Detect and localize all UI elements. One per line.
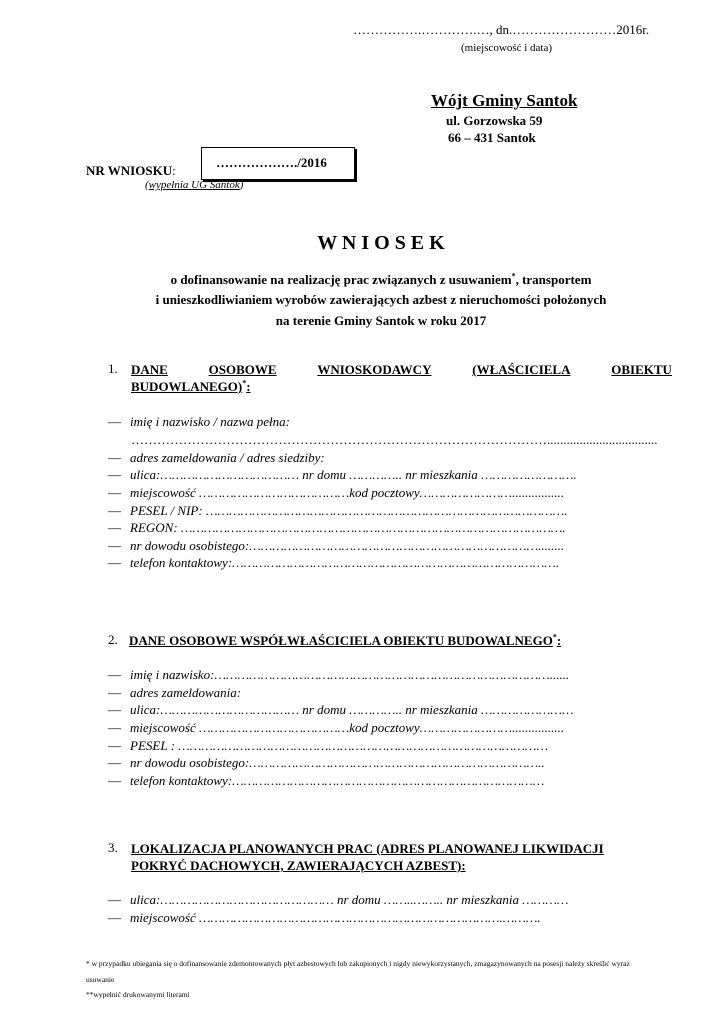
section-1-number: 1.: [108, 361, 118, 376]
co-field-phone: [108, 773, 544, 789]
section-1-title-mark: *: [242, 378, 247, 388]
section-1-title-end: :: [246, 379, 251, 394]
field-regon-text[interactable]: REGON: ……………………………………………………………………………………….: [130, 520, 566, 535]
title-line-1-mark: *: [511, 271, 516, 281]
field-dash: —: [108, 538, 121, 553]
co-field-address: [108, 685, 241, 701]
application-number-caption: (wypełnia UG Santok): [145, 179, 244, 191]
field-dash: —: [108, 667, 121, 682]
co-field-street-text[interactable]: ulica:……………………………… nr domu ………….. nr mieszkania ……………………: [130, 702, 574, 717]
place-date-line[interactable]: …………….………….…, dn.……………………2016r.: [353, 22, 650, 37]
co-field-pesel: [108, 738, 548, 754]
addressee-name: Wójt Gminy Santok: [431, 91, 578, 110]
field-pesel-nip: [108, 503, 568, 519]
co-field-id-card-text[interactable]: nr dowodu osobistego:…………………………………………………………………..: [130, 755, 545, 770]
field-dash: —: [108, 720, 121, 735]
co-field-id-card: [108, 755, 545, 771]
field-locality-text[interactable]: miejscowość …………………………………kod pocztowy……………………................: [130, 485, 565, 500]
co-field-locality: [108, 720, 564, 736]
field-pesel-nip-text[interactable]: PESEL / NIP: ………………………………………………………………………………….: [130, 503, 568, 518]
field-dash: —: [108, 467, 121, 482]
field-address: [108, 450, 325, 466]
section-1-title-line-1: [131, 361, 672, 378]
field-name-input[interactable]: ……………………………………………………………………………………..................................: [131, 432, 658, 447]
addressee-city: 66 – 431 Santok: [448, 130, 536, 145]
field-name-text: imię i nazwisko / nazwa pełna:: [130, 414, 290, 429]
section-1-title-line-2-text: BUDOWLANEGO): [131, 379, 243, 394]
field-locality: [108, 485, 564, 501]
section-1-title-line-2: [131, 378, 251, 395]
footnote-1-line-2: usuwanie: [86, 975, 115, 984]
field-street-text[interactable]: ulica:……………………………… nr domu ………….. nr mieszkania …………………….: [130, 467, 577, 482]
field-dash: —: [108, 892, 121, 907]
section-1-title-word: OSOBOWE: [208, 362, 277, 377]
application-number-label-text: NR WNIOSKU: [86, 163, 173, 178]
footnote-1-line-1: * w przypadku ubiegania się o dofinansowanie zdemontowanych płyt azbestowych lub zakupionych i nigdy niewykorzystanych, zmagazynowanych na posesji należy skreślić wyraz: [86, 959, 630, 968]
field-dash: —: [108, 738, 121, 753]
co-field-name-text[interactable]: imię i nazwisko:……………………………………………………………………………......: [130, 667, 570, 682]
field-regon: [108, 520, 566, 536]
field-dash: —: [108, 503, 121, 518]
loc-field-locality: [108, 910, 541, 926]
place-date-caption: (miejscowość i data): [461, 42, 553, 54]
addressee-street: ul. Gorzowska 59: [446, 113, 543, 128]
co-field-phone-text[interactable]: telefon kontaktowy:………………………………………………………………………: [130, 773, 545, 788]
loc-field-locality-text[interactable]: miejscowość …………………………………………………………………….……….: [130, 910, 541, 925]
field-dash: —: [108, 910, 121, 925]
application-number-caption-text: wypełnia UG Santok: [148, 179, 240, 191]
field-address-text[interactable]: adres zameldowania / adres siedziby:: [130, 450, 325, 465]
application-number-value: ………………./2016: [216, 155, 327, 170]
field-phone-text[interactable]: telefon kontaktowy:………………………………………………………………………….: [130, 555, 560, 570]
co-field-locality-text[interactable]: miejscowość …………………………………kod pocztowy……………………................: [130, 720, 565, 735]
section-3-title-line-1: LOKALIZACJA PLANOWANYCH PRAC (ADRES PLANOWANEJ LIKWIDACJI: [131, 841, 604, 856]
field-dash: —: [108, 685, 121, 700]
field-id-card-text[interactable]: nr dowodu osobistego:…………………………………………………………………........: [130, 538, 565, 553]
title-line-1-end: , transportem: [515, 272, 592, 287]
co-field-address-text[interactable]: adres zameldowania:: [130, 685, 242, 700]
application-number-label: [86, 163, 176, 179]
section-1-title-word: OBIEKTU: [611, 362, 672, 377]
field-id-card: [108, 538, 564, 554]
co-field-street: [108, 702, 574, 718]
field-dash: —: [108, 755, 121, 770]
section-3-title-line-2: POKRYĆ DACHOWYCH, ZAWIERAJĄCYCH AZBEST):: [131, 858, 466, 873]
section-1-title-word: (WŁAŚCICIELA: [472, 362, 571, 377]
field-dash: —: [108, 773, 121, 788]
title-line-1: [0, 272, 725, 288]
section-2-number: 2.: [108, 632, 118, 647]
title-line-2: i unieszkodliwianiem wyrobów zawierających azbest z nieruchomości położonych: [155, 292, 607, 307]
section-3-number: 3.: [108, 840, 118, 855]
co-field-name: [108, 667, 569, 683]
title-line-3: na terenie Gminy Santok w roku 2017: [275, 313, 487, 328]
section-2-title-end: :: [556, 633, 562, 648]
application-number-colon: :: [172, 163, 176, 178]
section-2-title-mark: *: [552, 632, 557, 642]
field-dash: —: [108, 485, 121, 500]
loc-field-street-text[interactable]: ulica:……………………………………… nr domu ……..…….. nr mieszkania …………: [130, 892, 569, 907]
section-2-title: [129, 632, 561, 649]
field-dash: —: [108, 414, 121, 429]
field-phone: [108, 555, 559, 571]
co-field-pesel-text[interactable]: PESEL : ……………………………………………………………………………………: [130, 738, 549, 753]
field-dash: —: [108, 702, 121, 717]
field-dash: —: [108, 450, 121, 465]
field-street: [108, 467, 577, 483]
section-2-title-text: DANE OSOBOWE WSPÓŁWŁAŚCICIELA OBIEKTU BUDOWALNEGO: [129, 633, 553, 648]
section-1-title-word: DANE: [131, 362, 168, 377]
footnote-2: **wypełnić drukowanymi literami: [86, 990, 190, 999]
application-number-box[interactable]: [201, 147, 355, 180]
document-title: W N I O S E K: [317, 232, 445, 254]
field-dash: —: [108, 555, 121, 570]
field-name-label: [108, 414, 290, 430]
loc-field-street: [108, 892, 568, 908]
section-1-title-word: WNIOSKODAWCY: [317, 362, 432, 377]
field-dash: —: [108, 520, 121, 535]
title-line-1-text: o dofinansowanie na realizację prac związanych z usuwaniem: [170, 272, 512, 287]
